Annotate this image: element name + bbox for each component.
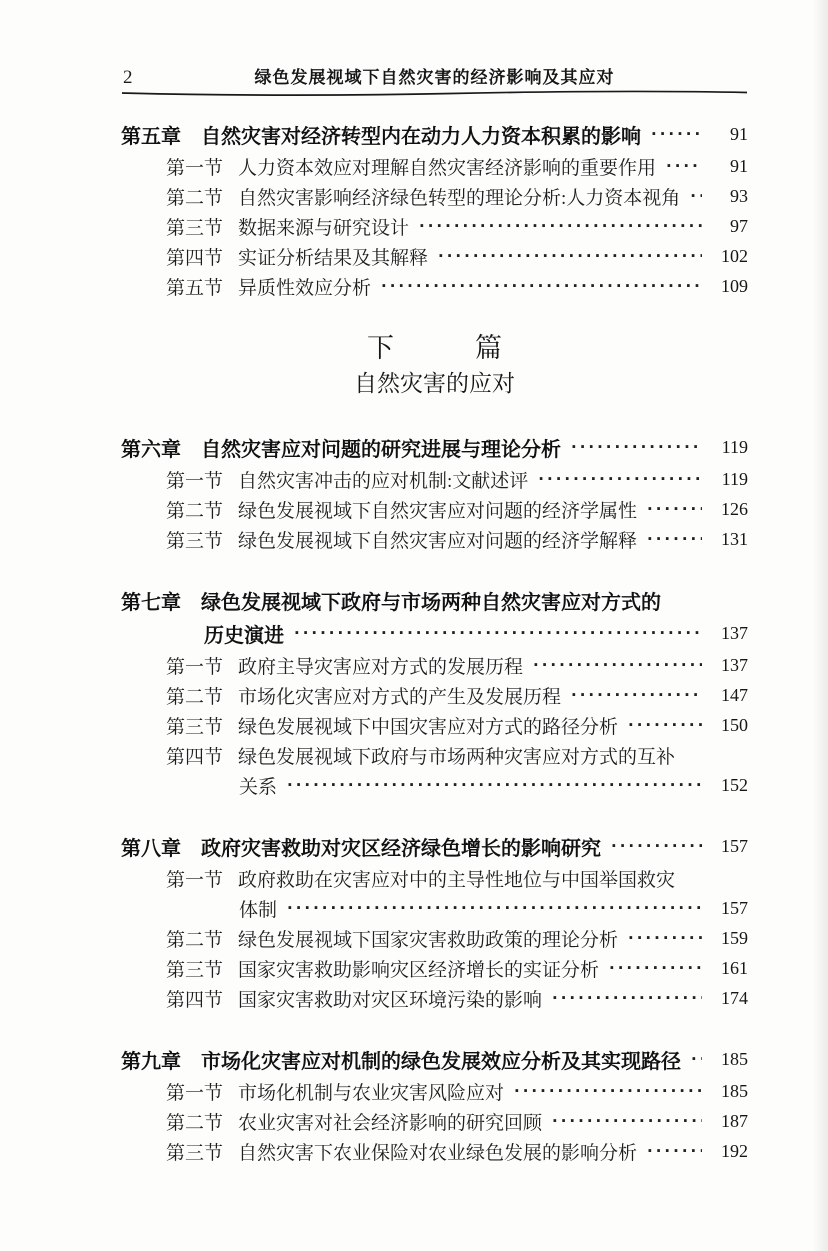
page-ref: 187 <box>721 1110 748 1131</box>
page-ref: 137 <box>721 623 748 643</box>
dot-leader <box>690 189 702 204</box>
toc-chapter-row <box>121 431 748 464</box>
section-label: 第二节 <box>166 500 224 522</box>
dot-leader <box>628 931 702 946</box>
toc-section-row <box>121 953 748 983</box>
dot-leader <box>287 778 702 793</box>
page-ref: 97 <box>730 215 748 236</box>
section-label: 第二节 <box>166 929 224 951</box>
dot-leader <box>666 159 702 174</box>
toc-section-row <box>121 863 748 893</box>
chapter-label: 第五章 <box>121 126 181 148</box>
page-ref: 119 <box>721 468 748 489</box>
dot-leader <box>514 1084 702 1099</box>
section-label: 第三节 <box>166 1142 224 1164</box>
toc-section-row <box>121 1106 748 1136</box>
chapter-label: 第九章 <box>121 1051 181 1073</box>
section-label: 第一节 <box>166 1082 224 1104</box>
section-title: 市场化机制与农业灾害风险应对 <box>238 1082 505 1104</box>
toc-section-row <box>121 1076 748 1106</box>
dot-leader <box>552 991 702 1006</box>
section-label: 第三节 <box>166 716 224 738</box>
running-title: 绿色发展视域下自然灾害的经济影响及其应对 <box>254 68 615 87</box>
page-ref: 185 <box>721 1049 748 1069</box>
page-content <box>121 66 748 1166</box>
part-divider <box>121 329 748 401</box>
dot-leader <box>647 502 702 517</box>
page-ref: 157 <box>721 897 748 918</box>
dot-leader <box>552 1114 702 1129</box>
dot-leader <box>533 658 702 673</box>
section-title: 政府主导灾害应对方式的发展历程 <box>238 656 524 678</box>
toc-chapter-row <box>121 584 748 617</box>
dot-leader <box>647 1144 702 1159</box>
dot-leader <box>381 279 702 294</box>
section-label: 第二节 <box>166 686 224 708</box>
dot-leader <box>611 839 702 854</box>
page-ref: 102 <box>721 245 748 266</box>
toc-section-row <box>121 710 748 740</box>
section-label: 第三节 <box>166 217 224 239</box>
toc-chapter-continuation-row <box>121 617 748 650</box>
toc-section-row <box>121 181 748 211</box>
toc-section-row <box>121 740 748 770</box>
toc-section-row <box>121 983 748 1013</box>
chapter-title-continued: 历史演进 <box>204 625 284 647</box>
section-label: 第二节 <box>166 1112 224 1134</box>
page-ref: 93 <box>730 185 748 206</box>
section-title: 农业灾害对社会经济影响的研究回顾 <box>238 1112 543 1134</box>
dot-leader <box>538 472 702 487</box>
dot-leader <box>571 440 702 455</box>
toc-section-row <box>121 151 748 181</box>
chapter-label: 第六章 <box>121 439 181 461</box>
section-label: 第一节 <box>166 470 224 492</box>
page-ref: 91 <box>730 124 748 144</box>
toc-section-continuation-row <box>121 770 748 800</box>
page-header <box>121 66 748 90</box>
chapter-title: 绿色发展视域下政府与市场两种自然灾害应对方式的 <box>201 592 661 614</box>
section-title: 国家灾害救助影响灾区经济增长的实证分析 <box>238 959 600 981</box>
page-ref: 174 <box>721 987 748 1008</box>
page-ref: 159 <box>721 927 748 948</box>
section-title: 国家灾害救助对灾区环境污染的影响 <box>238 989 543 1011</box>
toc-section-row <box>121 524 748 554</box>
section-label: 第三节 <box>166 959 224 981</box>
section-title: 人力资本效应对理解自然灾害经济影响的重要作用 <box>238 157 657 179</box>
part-label: 下 篇 <box>367 333 502 363</box>
page-number: 2 <box>123 67 133 88</box>
toc-section-row <box>121 271 748 301</box>
dot-leader <box>628 718 702 733</box>
toc-chapter-block <box>121 1043 748 1166</box>
section-title: 实证分析结果及其解释 <box>238 247 429 269</box>
chapter-label: 第七章 <box>121 592 181 614</box>
toc-chapter-row <box>121 830 748 863</box>
section-title: 政府救助在灾害应对中的主导性地位与中国举国救灾 <box>238 869 676 891</box>
page-ref: 150 <box>721 714 748 735</box>
toc-section-row <box>121 680 748 710</box>
section-title: 绿色发展视域下国家灾害救助政策的理论分析 <box>238 929 619 951</box>
part-title: 自然灾害的应对 <box>354 371 515 396</box>
toc-section-row <box>121 923 748 953</box>
section-title: 自然灾害冲击的应对机制:文献述评 <box>238 470 529 492</box>
page-ref: 91 <box>730 155 748 176</box>
section-label: 第一节 <box>166 656 224 678</box>
header-rule <box>121 90 748 98</box>
toc-section-row <box>121 650 748 680</box>
dot-leader <box>647 532 702 547</box>
dot-leader <box>438 249 702 264</box>
section-title: 绿色发展视域下自然灾害应对问题的经济学属性 <box>238 500 638 522</box>
dot-leader <box>609 961 702 976</box>
section-title: 异质性效应分析 <box>238 277 372 299</box>
toc-chapter-row <box>121 118 748 151</box>
chapter-title: 市场化灾害应对机制的绿色发展效应分析及其实现路径 <box>201 1051 681 1073</box>
section-title-continued: 关系 <box>239 776 278 798</box>
toc-section-row <box>121 464 748 494</box>
page-ref: 131 <box>721 528 748 549</box>
section-title: 绿色发展视域下自然灾害应对问题的经济学解释 <box>238 530 638 552</box>
section-label: 第二节 <box>166 187 224 209</box>
toc-chapter-block <box>121 431 748 554</box>
toc-section-row <box>121 241 748 271</box>
section-title: 数据来源与研究设计 <box>238 217 410 239</box>
page-ref: 192 <box>721 1140 748 1161</box>
dot-leader <box>419 219 702 234</box>
page-ref: 137 <box>721 654 748 675</box>
toc-chapter-block <box>121 830 748 1013</box>
section-label: 第一节 <box>166 157 224 179</box>
chapter-title: 自然灾害对经济转型内在动力人力资本积累的影响 <box>201 126 641 148</box>
section-title: 绿色发展视域下中国灾害应对方式的路径分析 <box>238 716 619 738</box>
dot-leader <box>571 688 702 703</box>
page-ref: 157 <box>721 836 748 856</box>
section-title: 自然灾害下农业保险对农业绿色发展的影响分析 <box>238 1142 638 1164</box>
toc-chapter-row <box>121 1043 748 1076</box>
section-label: 第四节 <box>166 247 224 269</box>
page-ref: 152 <box>721 774 748 795</box>
section-title-continued: 体制 <box>239 899 278 921</box>
section-label: 第四节 <box>166 746 224 768</box>
page-ref: 119 <box>721 437 748 457</box>
page-ref: 109 <box>721 275 748 296</box>
page-ref: 161 <box>721 957 748 978</box>
page-ref: 185 <box>721 1080 748 1101</box>
dot-leader <box>651 127 702 142</box>
toc-chapter-block <box>121 118 748 301</box>
chapter-title: 自然灾害应对问题的研究进展与理论分析 <box>201 439 561 461</box>
section-title: 绿色发展视域下政府与市场两种灾害应对方式的互补 <box>238 746 676 768</box>
section-title: 自然灾害影响经济绿色转型的理论分析:人力资本视角 <box>238 187 681 209</box>
dot-leader <box>287 901 702 916</box>
toc-section-continuation-row <box>121 893 748 923</box>
toc-chapter-block <box>121 584 748 800</box>
section-title: 市场化灾害应对方式的产生及发展历程 <box>238 686 562 708</box>
chapter-title: 政府灾害救助对灾区经济绿色增长的影响研究 <box>201 838 601 860</box>
toc-section-row <box>121 494 748 524</box>
section-label: 第一节 <box>166 869 224 891</box>
dot-leader <box>691 1052 702 1067</box>
chapter-label: 第八章 <box>121 838 181 860</box>
page-ref: 147 <box>721 684 748 705</box>
section-label: 第三节 <box>166 530 224 552</box>
section-label: 第五节 <box>166 277 224 299</box>
toc-section-row <box>121 1136 748 1166</box>
page-ref: 126 <box>721 498 748 519</box>
dot-leader <box>294 626 702 641</box>
section-label: 第四节 <box>166 989 224 1011</box>
toc-section-row <box>121 211 748 241</box>
